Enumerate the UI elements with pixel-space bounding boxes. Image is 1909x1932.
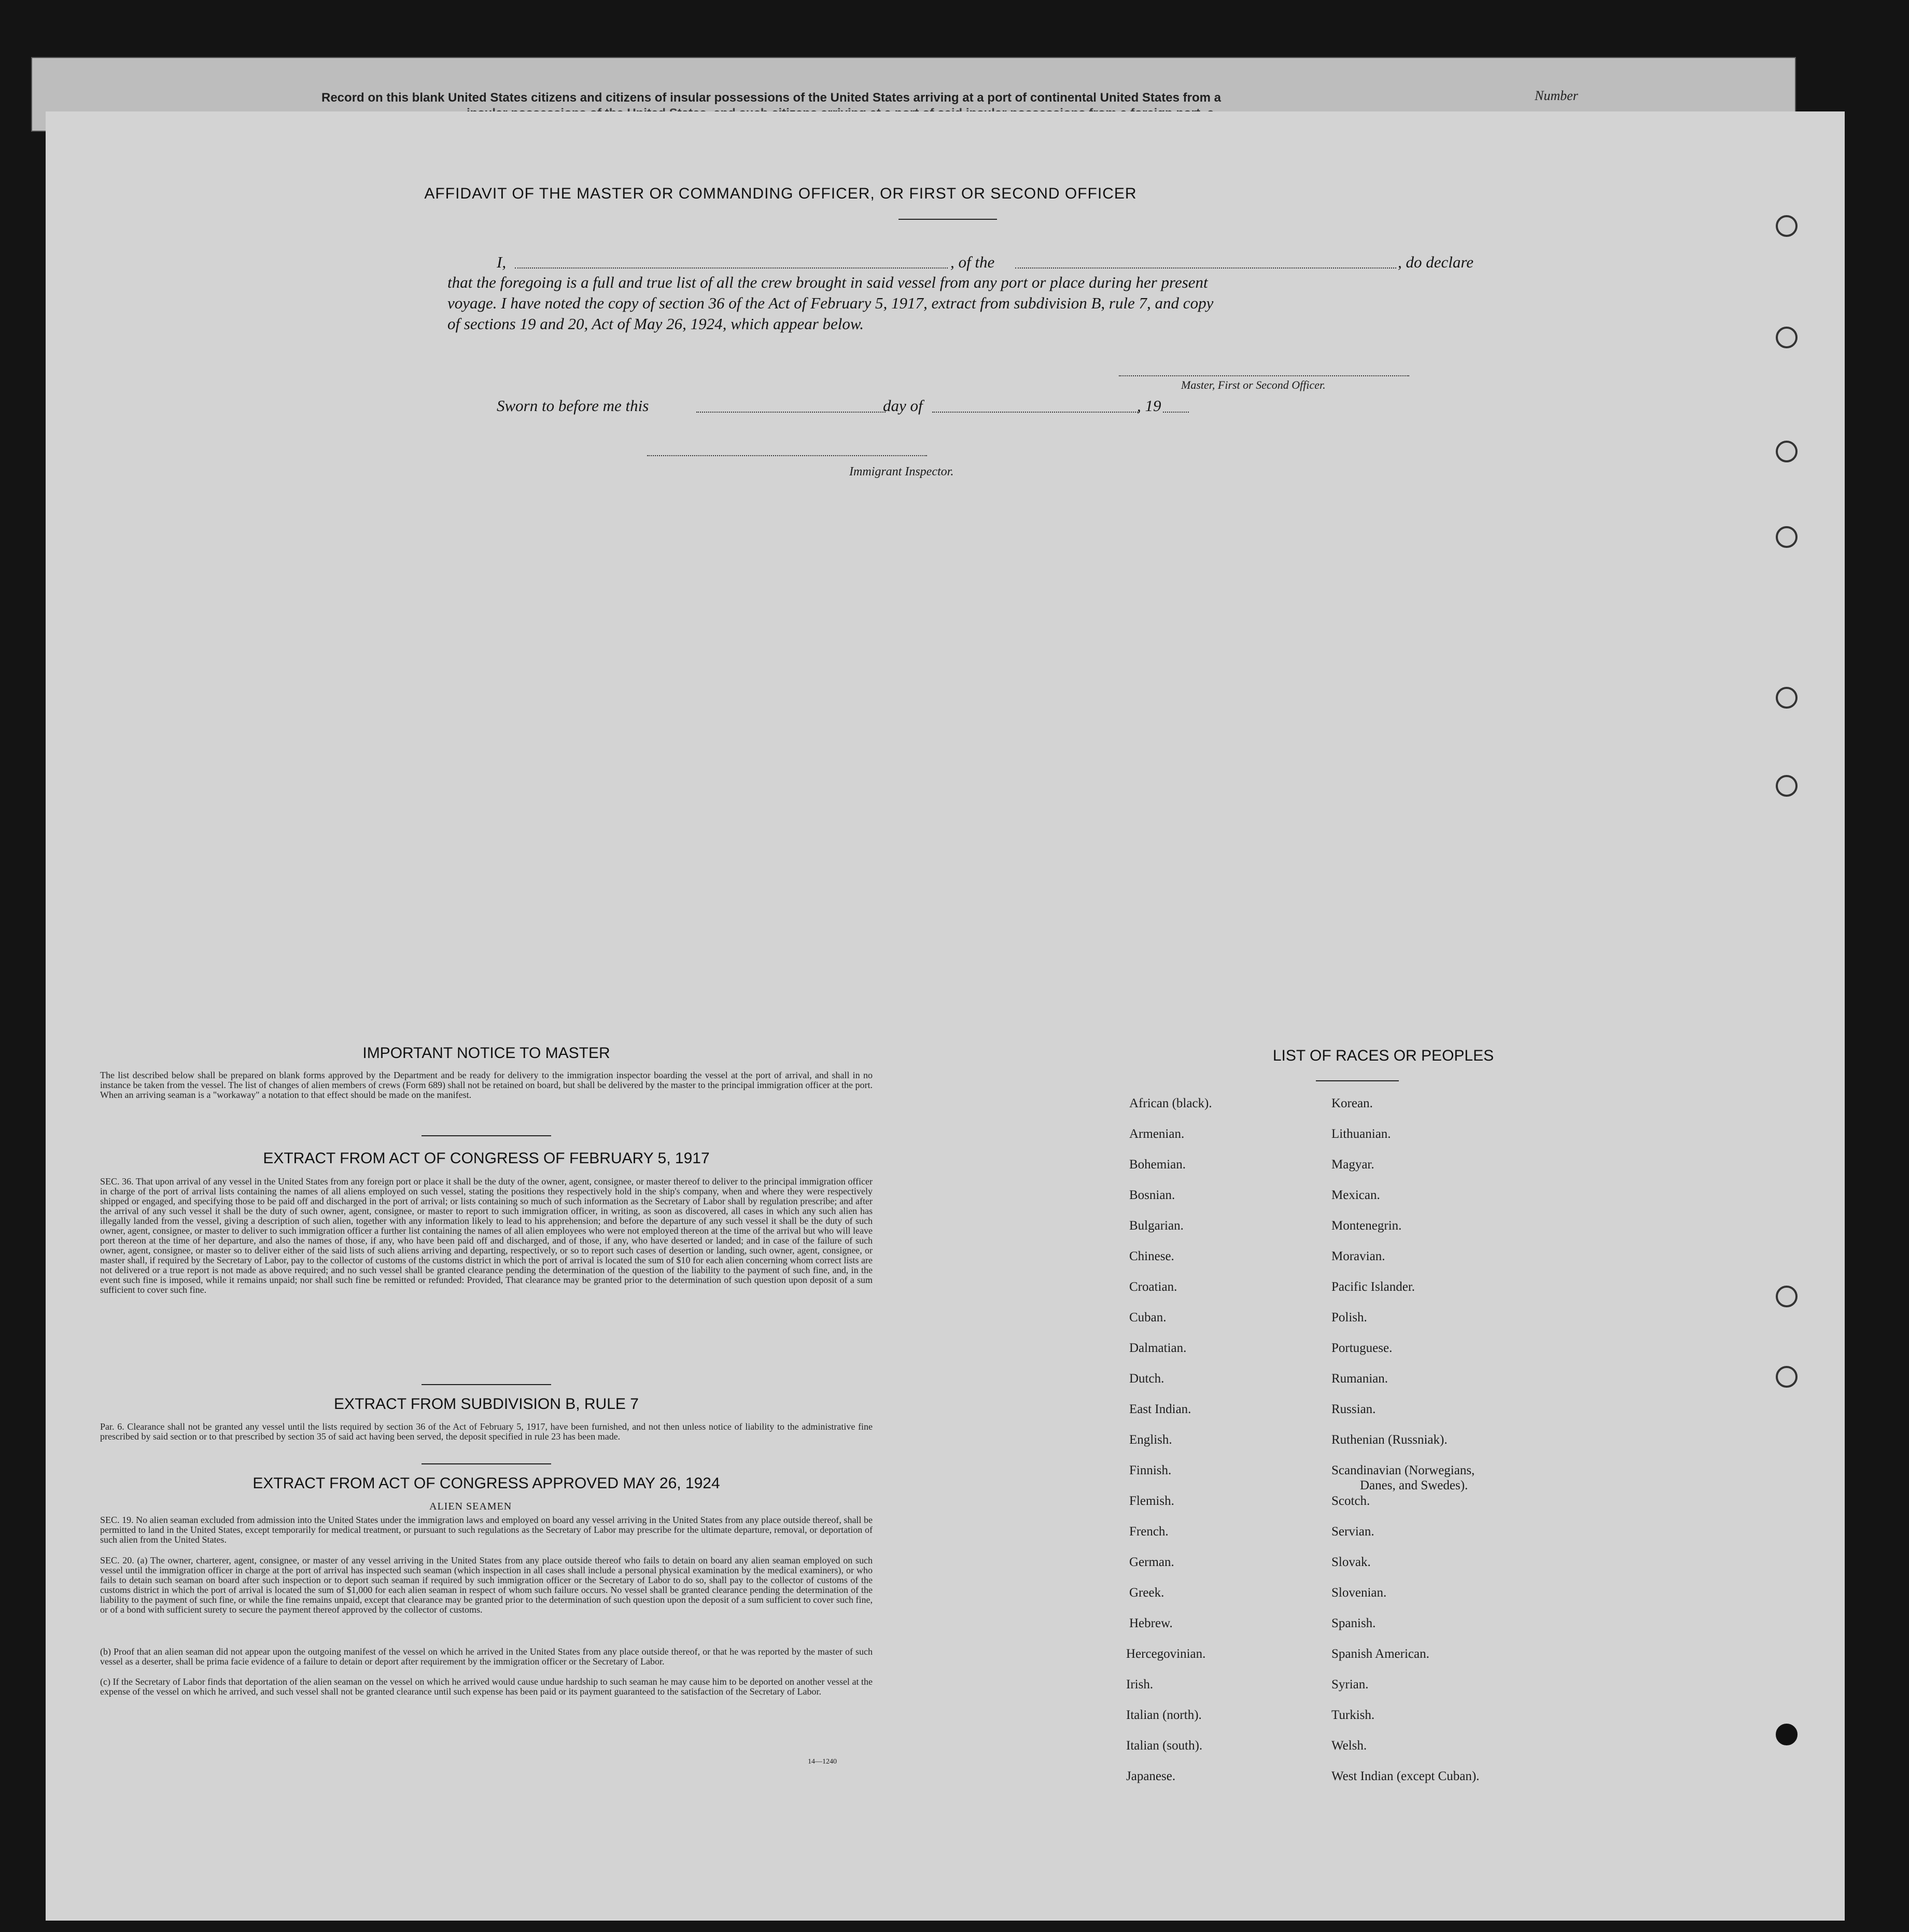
races-rule <box>1316 1080 1399 1081</box>
race-item: Moravian. <box>1331 1249 1385 1263</box>
race-item: Turkish. <box>1331 1708 1375 1722</box>
affidavit-line2: that the foregoing is a full and true list of all the crew brought in said vessel from any port or place during her present <box>447 273 1208 291</box>
section-rule <box>422 1135 551 1136</box>
race-item: Magyar. <box>1331 1158 1374 1172</box>
extract-1917-title: EXTRACT FROM ACT OF CONGRESS OF FEBRUARY 5, 1917 <box>263 1150 710 1167</box>
race-item: East Indian. <box>1129 1402 1191 1416</box>
race-item: Ruthenian (Russniak). <box>1331 1433 1448 1447</box>
affidavit-title: AFFIDAVIT OF THE MASTER OR COMMANDING OFFICER, OR FIRST OR SECOND OFFICER <box>424 185 1137 202</box>
race-item: Rumanian. <box>1331 1372 1388 1386</box>
form-number: 14—1240 <box>808 1758 837 1766</box>
race-item: Hebrew. <box>1129 1616 1173 1630</box>
master-signature-field[interactable] <box>1119 375 1409 376</box>
binder-hole-icon <box>1776 775 1798 797</box>
notice-title: IMPORTANT NOTICE TO MASTER <box>362 1045 610 1062</box>
race-item: Bosnian. <box>1129 1188 1175 1202</box>
race-item: English. <box>1129 1433 1172 1447</box>
race-item: Korean. <box>1331 1096 1373 1110</box>
race-item: Spanish American. <box>1331 1647 1429 1661</box>
section-rule <box>422 1384 551 1385</box>
race-item: Armenian. <box>1129 1127 1185 1141</box>
race-item: Welsh. <box>1331 1739 1367 1753</box>
race-item: Portuguese. <box>1331 1341 1393 1355</box>
extract-1924-sec20a: SEC. 20. (a) The owner, charterer, agent, consignee, or master of any vessel arriving in the United States from any place outside thereof who fails to detain on board any alien seaman employed on such vessel until the immigration officer in charge at the port of arrival has inspected such seaman (which inspection in all cases shall include a personal physical examination by the medical examiners), or who fails to detain such seaman on board after such inspection or to deport such seaman if required by such immigration officer or the Secretary of Labor to do so, shall pay to the collector of customs of the customs district in which the port of arrival is located the sum of $1,000 for each alien seaman in respect of whom such failure occurs. No vessel shall be granted clearance pending the determination of the liability to the payment of such fine, or while the fine remains unpaid, except that clearance may be granted prior to the determination of such question upon the deposit of a sum sufficient to cover such fine, or of a bond with sufficient surety to secure the payment thereof approved by the collector of customs. <box>100 1555 873 1615</box>
race-item: Bulgarian. <box>1129 1219 1184 1233</box>
alien-seamen-subtitle: ALIEN SEAMEN <box>429 1501 512 1512</box>
race-item: Flemish. <box>1129 1494 1174 1508</box>
race-item: Syrian. <box>1331 1677 1369 1691</box>
sworn-month-field[interactable] <box>932 411 1140 413</box>
binder-hole-icon <box>1776 1286 1798 1307</box>
back-sheet-number-label: Number <box>1535 88 1578 103</box>
binder-hole-icon <box>1776 1724 1798 1745</box>
race-item: Montenegrin. <box>1331 1219 1402 1233</box>
extract-1924-sec20c: (c) If the Secretary of Labor finds that deportation of the alien seaman on the vessel on which he arrived would cause undue hardship to such seaman he may cause him to be deported on another vessel at the expense of the vessel on which he arrived, and such vessel shall not be granted clearance until such expense has been paid or its payment guaranteed to the satisfaction of the Secretary of Labor. <box>100 1676 873 1697</box>
master-name-field[interactable] <box>515 267 948 269</box>
race-item: Polish. <box>1331 1310 1367 1324</box>
race-item: Greek. <box>1129 1586 1164 1600</box>
race-item: Irish. <box>1126 1677 1154 1691</box>
binder-hole-icon <box>1776 327 1798 348</box>
rule7-text: Par. 6. Clearance shall not be granted any vessel until the lists required by section 36 of the Act of February 5, 1917, have been furnished, and not then unless notice of liability to the administrative fine prescribed by said section or to that prescribed by section 35 of said act having been served, the deposit specified in rule 23 has been made. <box>100 1421 873 1442</box>
race-item: Scandinavian (Norwegians, <box>1331 1463 1475 1477</box>
races-title: LIST OF RACES OR PEOPLES <box>1272 1047 1494 1064</box>
binder-hole-icon <box>1776 441 1798 462</box>
race-item: Dutch. <box>1129 1372 1164 1386</box>
inspector-signature-label: Immigrant Inspector. <box>849 465 954 478</box>
section-rule <box>422 1463 551 1464</box>
race-item: Slovak. <box>1331 1555 1371 1569</box>
form-sheet <box>46 111 1845 1921</box>
master-signature-label: Master, First or Second Officer. <box>1181 378 1326 391</box>
race-item: German. <box>1129 1555 1174 1569</box>
race-item: Lithuanian. <box>1331 1127 1391 1141</box>
race-item: Slovenian. <box>1331 1586 1387 1600</box>
race-item: Italian (south). <box>1126 1739 1203 1753</box>
binder-hole-icon <box>1776 526 1798 548</box>
race-item: Bohemian. <box>1129 1158 1186 1172</box>
race-item: Cuban. <box>1129 1310 1167 1324</box>
title-rule <box>899 219 997 220</box>
sworn-day-of: day of <box>883 397 923 415</box>
extract-1924-sec19: SEC. 19. No alien seaman excluded from admission into the United States under the immigration laws and employed on board any vessel arriving in the United States from any place outside thereof, shall be permitted to land in the United States, except temporarily for medical treatment, or pursuant to such regulations as the Secretary of Labor may prescribe for the ultimate departure, removal, or deportation of such alien from the United States. <box>100 1515 873 1545</box>
race-item: French. <box>1129 1525 1169 1539</box>
race-item: Croatian. <box>1129 1280 1177 1294</box>
affidavit-line1-i: I, <box>497 253 507 271</box>
race-item: Russian. <box>1331 1402 1376 1416</box>
sworn-year-prefix: , 19 <box>1137 397 1161 415</box>
race-item: Finnish. <box>1129 1463 1172 1477</box>
binder-hole-icon <box>1776 1366 1798 1388</box>
vessel-name-field[interactable] <box>1015 267 1396 269</box>
race-item: Servian. <box>1331 1525 1374 1539</box>
extract-1917-text: SEC. 36. That upon arrival of any vessel in the United States from any foreign port or place it shall be the duty of the owner, agent, consignee, or master thereof to deliver to the principal immigration officer in charge of the port of arrival lists containing the names of all aliens employed on such vessel, stating the positions they respectively hold in the ship's company, when and where they were respectively shipped or engaged, and specifying those to be paid off and discharged in the port of arrival; or lists containing so much of such information as the Secretary of Labor shall by regulation prescribe; and after the arrival of any such vessel it shall be the duty of such owner, agent, consignee, or master to report to such immigration officer, in writing, as soon as discovered, all cases in which any such alien has illegally landed from the vessel, giving a description of such alien, together with any information likely to lead to his apprehension; and before the departure of any such vessel it shall be the duty of such owner, agent, consignee, or master to deliver to such immigration officer a further list containing the names of all alien employees who were not employed thereon at the time of the arrival but who will leave port thereon at the time of her departure, and also the names of those, if any, who have been paid off and discharged, and of those, if any, who have deserted or landed; and in case of the failure of such owner, agent, consignee, or master so to deliver either of the said lists of such aliens arriving and departing, respectively, or so to report such cases of desertion or landing, such owner, agent, consignee, or master shall, if required by the Secretary of Labor, pay to the collector of customs of the customs district in which the port of arrival is located the sum of $10 for each alien concerning whom correct lists are not delivered or a true report is not made as above required; and no such vessel shall be granted clearance pending the determination of the question of the liability to the payment of such fine, and, in the event such fine is imposed, while it remains unpaid; nor shall such fine be remitted or refunded: Provided, That clearance may be granted prior to the determination of such question upon deposit of a sum sufficient to cover such fine. <box>100 1176 873 1295</box>
inspector-signature-field[interactable] <box>647 455 927 456</box>
race-item: Spanish. <box>1331 1616 1376 1630</box>
binder-hole-icon <box>1776 215 1798 237</box>
affidavit-line1-declare: , do declare <box>1398 253 1474 271</box>
race-item: Scotch. <box>1331 1494 1370 1508</box>
binder-hole-icon <box>1776 687 1798 709</box>
affidavit-line3: voyage. I have noted the copy of section 36 of the Act of February 5, 1917, extract from subdivision B, rule 7, and copy <box>447 294 1214 312</box>
race-item: Japanese. <box>1126 1769 1176 1783</box>
race-item-continuation: Danes, and Swedes). <box>1360 1478 1468 1492</box>
race-item: African (black). <box>1129 1096 1212 1110</box>
race-item: Italian (north). <box>1126 1708 1202 1722</box>
affidavit-line4: of sections 19 and 20, Act of May 26, 1924, which appear below. <box>447 315 864 333</box>
race-item: West Indian (except Cuban). <box>1331 1769 1480 1783</box>
rule7-title: EXTRACT FROM SUBDIVISION B, RULE 7 <box>334 1395 639 1413</box>
sworn-text: Sworn to before me this <box>497 397 649 415</box>
notice-text: The list described below shall be prepared on blank forms approved by the Department and be ready for delivery to the immigration inspector boarding the vessel at the port of arrival, and shall in no instance be taken from the vessel. The list of changes of alien members of crews (Form 689) shall not be retained on board, but shall be delivered by the master to the principal immigration officer at the port. When an arriving seaman is a "workaway" a notation to that effect should be made on the manifest. <box>100 1070 873 1100</box>
extract-1924-title: EXTRACT FROM ACT OF CONGRESS APPROVED MAY 26, 1924 <box>252 1475 720 1492</box>
race-item: Hercegovinian. <box>1126 1647 1206 1661</box>
sworn-day-field[interactable] <box>696 411 886 413</box>
sworn-year-field[interactable] <box>1163 411 1189 413</box>
back-sheet-header-line1: Record on this blank United States citizens and citizens of insular possessions of the United States arriving at a port of continental United States from a <box>321 91 1221 105</box>
race-item: Dalmatian. <box>1129 1341 1187 1355</box>
race-item: Chinese. <box>1129 1249 1174 1263</box>
race-item: Mexican. <box>1331 1188 1380 1202</box>
race-item: Pacific Islander. <box>1331 1280 1415 1294</box>
affidavit-line1-of: , of the <box>950 253 995 271</box>
extract-1924-sec20b: (b) Proof that an alien seaman did not appear upon the outgoing manifest of the vessel on which he arrived in the United States from any place outside thereof, or that he was reported by the master of such vessel as a deserter, shall be prima facie evidence of a failure to detain or deport after requirement by the immigration officer or the Secretary of Labor. <box>100 1646 873 1667</box>
